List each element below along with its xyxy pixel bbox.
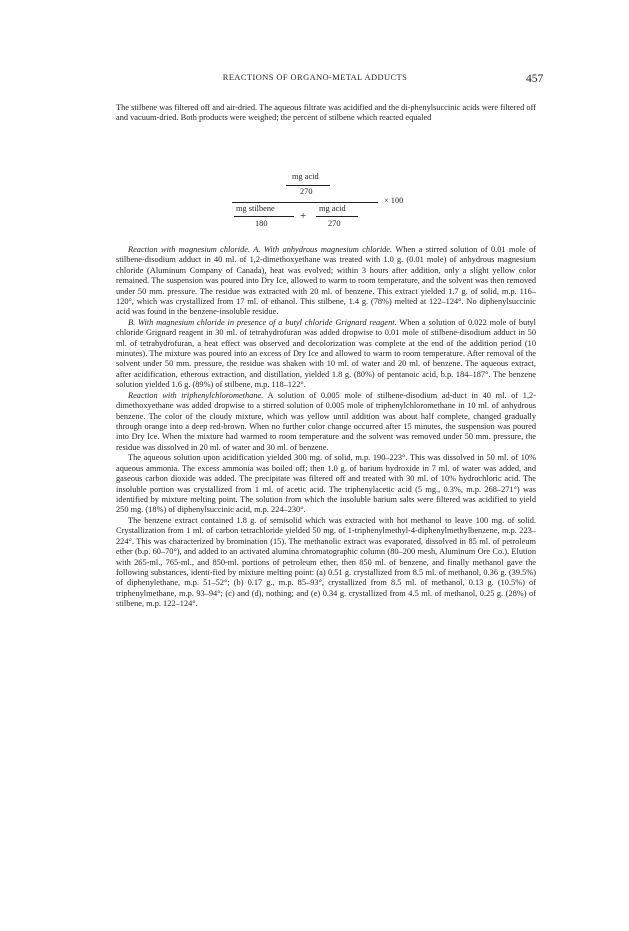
formula-left-numerator: mg stilbene — [236, 203, 275, 213]
formula-right-rule — [316, 216, 358, 217]
formula-left-denominator: 180 — [255, 218, 268, 228]
section-text: When a solution of 0.022 mole of butyl chloride Grignard reagent in 30 ml. of tetrahydrofuran was added dropwise to 0.01 mole of stilbene-disodium adduct in 50 ml. of tetrahydrofuran, a heat effect was observed and decolorization was complete at the end of the addition period (10 minutes). The mixture was poured into an excess of Dry Ice and allowed to warm to room temperature. After removal of the solvent under 50 mm. pressure, the residue was shaken with 10 ml. of water and 20 ml. of benzene. The aqueous extract, after acidification, etherous extraction, and distillation, yielded 1.8 g. (80%) of pentanoic acid, b.p. 184–187°. The benzene solution yielded 1.6 g. (89%) of stilbene, m.p. 118–122°. — [116, 317, 537, 390]
section-paragraph — [116, 318, 536, 391]
formula-top-inner-rule — [286, 185, 330, 186]
formula-multiplier: × 100 — [384, 195, 404, 205]
body-paragraph: The benzene extract contained 1.8 g. of semisolid which was extracted with hot methanol to leave 100 mg. of solid. Crystallization from 1 ml. of carbon tetrachloride yielded 50 mg. of 1-triphenylmethyl-4-diphenylmethylbenzene, m.p. 223–224°. This was characterized by bromination (15). The methanolic extract was evaporated, dissolved in 85 ml. of petroleum ether (b.p. 60–70°), and added to an activated alumina chromatographic column (80–200 mesh, Aluminum Ore Co.). Elution with 265-ml., 765-ml., and 850-ml. portions of petroleum ether, then 850 ml. of benzene, and finally methanol gave the following substances, identi-fied by mixture melting point: (a) 0.51 g. crystallized from 8.5 ml. of methanol, 0.36 g. (39.5%) of diphenylethane, m.p. 51–52°; (b) 0.17 g., m.p. 85–93°, crystallized from 8.5 ml. of methanol, 0.13 g. (10.5%) of triphenylmethane, m.p. 93–94°; (c) and (d), nothing; and (e) 0.34 g. crystallized from 4.5 ml. of methanol, 0.25 g. (28%) of stilbene, m.p. 122–124°. — [116, 515, 536, 609]
intro-paragraph: The stilbene was filtered off and air-dried. The aqueous filtrate was acidified and the di-phenylsuccinic acids were filtered off and vacuum-dried. Both products were weighed; the percent of stilbene which reacted equaled — [116, 103, 536, 123]
formula-left-rule — [234, 216, 294, 217]
section-text: A solution of 0.005 mole of stilbene-disodium ad-duct in 40 ml. of 1,2-dimethoxyethane was added dropwise to a stirred solution of 0.005 mole of triphenylchloromethane in 10 ml. of anhydrous benzene. The color of the cloudy mixture, which was yellow until addition was about half complete, changed gradually through orange into a deep red-brown. When no further color change occurred after 15 minutes, the suspension was poured into Dry Ice. When the mixture had warmed to room temperature and the solvent was removed under 50 mm. pressure, the residue was dissolved in 20 ml. of water and 30 ml. of benzene. — [116, 390, 536, 452]
formula-top-numerator: mg acid — [292, 171, 319, 181]
formula-right-numerator: mg acid — [319, 203, 346, 213]
formula-plus: + — [300, 209, 307, 222]
section-paragraph — [116, 245, 536, 318]
formula-main-rule — [232, 202, 378, 203]
section-heading: Reaction with magnesium chloride. A. With anhydrous magnesium chloride. — [128, 244, 393, 254]
percent-formula — [116, 125, 536, 243]
page-number: 457 — [526, 73, 544, 85]
body-paragraph: The aqueous solution upon acidification yielded 300 mg. of solid, m.p. 190–223°. This was dissolved in 50 ml. of 10% aqueous ammonia. The excess ammonia was boiled off; then 1.0 g. of barium hydroxide in 7 ml. of water was added, and gaseous carbon dioxide was added. The precipitate was filtered off and treated with 30 ml. of 10% hydrochloric acid. The insoluble portion was crystallized from 1 ml. of acetic acid. The triphenylacetic acid (5 mg., 0.3%, m.p. 268–271°) was identified by mixture melting point. The solution from which the insoluble barium salts were filtered was acidified to yield 250 mg. (18%) of diphenylsuccinic acid, m.p. 224–230°. — [116, 453, 536, 515]
section-heading: Reaction with triphenylchloromethane. — [128, 390, 264, 400]
formula-top-denominator: 270 — [300, 186, 313, 196]
running-title: REACTIONS OF ORGANO-METAL ADDUCTS — [222, 73, 408, 82]
body-text — [116, 103, 536, 610]
section-text: When a stirred solution of 0.01 mole of stilbene-disodium adduct in 40 ml. of 1,2-dimethoxyethane was treated with 1.0 g. (0.01 mole) of anhydrous magnesium chloride (Aluminum Company of Canada), heat was evolved; within 3 hours after addition, only a slight yellow color remained. The suspension was poured into Dry Ice, allowed to warm to room temperature, and the solvent was then removed under 50 mm. pressure. The residue was extracted with 20 ml. of benzene. This extract yielded 1.7 g. of solid, m.p. 116–120°, which was crystallized from 17 ml. of ethanol. This stilbene, 1.4 g. (78%) melted at 122–124°. No diphenylsuccinic acid was found in the benzene-insoluble residue. — [116, 244, 536, 317]
section-paragraph — [116, 391, 536, 454]
section-heading: B. With magnesium chloride in presence of a butyl chloride Grignard reagent. — [128, 317, 397, 327]
formula-right-denominator: 270 — [328, 218, 341, 228]
